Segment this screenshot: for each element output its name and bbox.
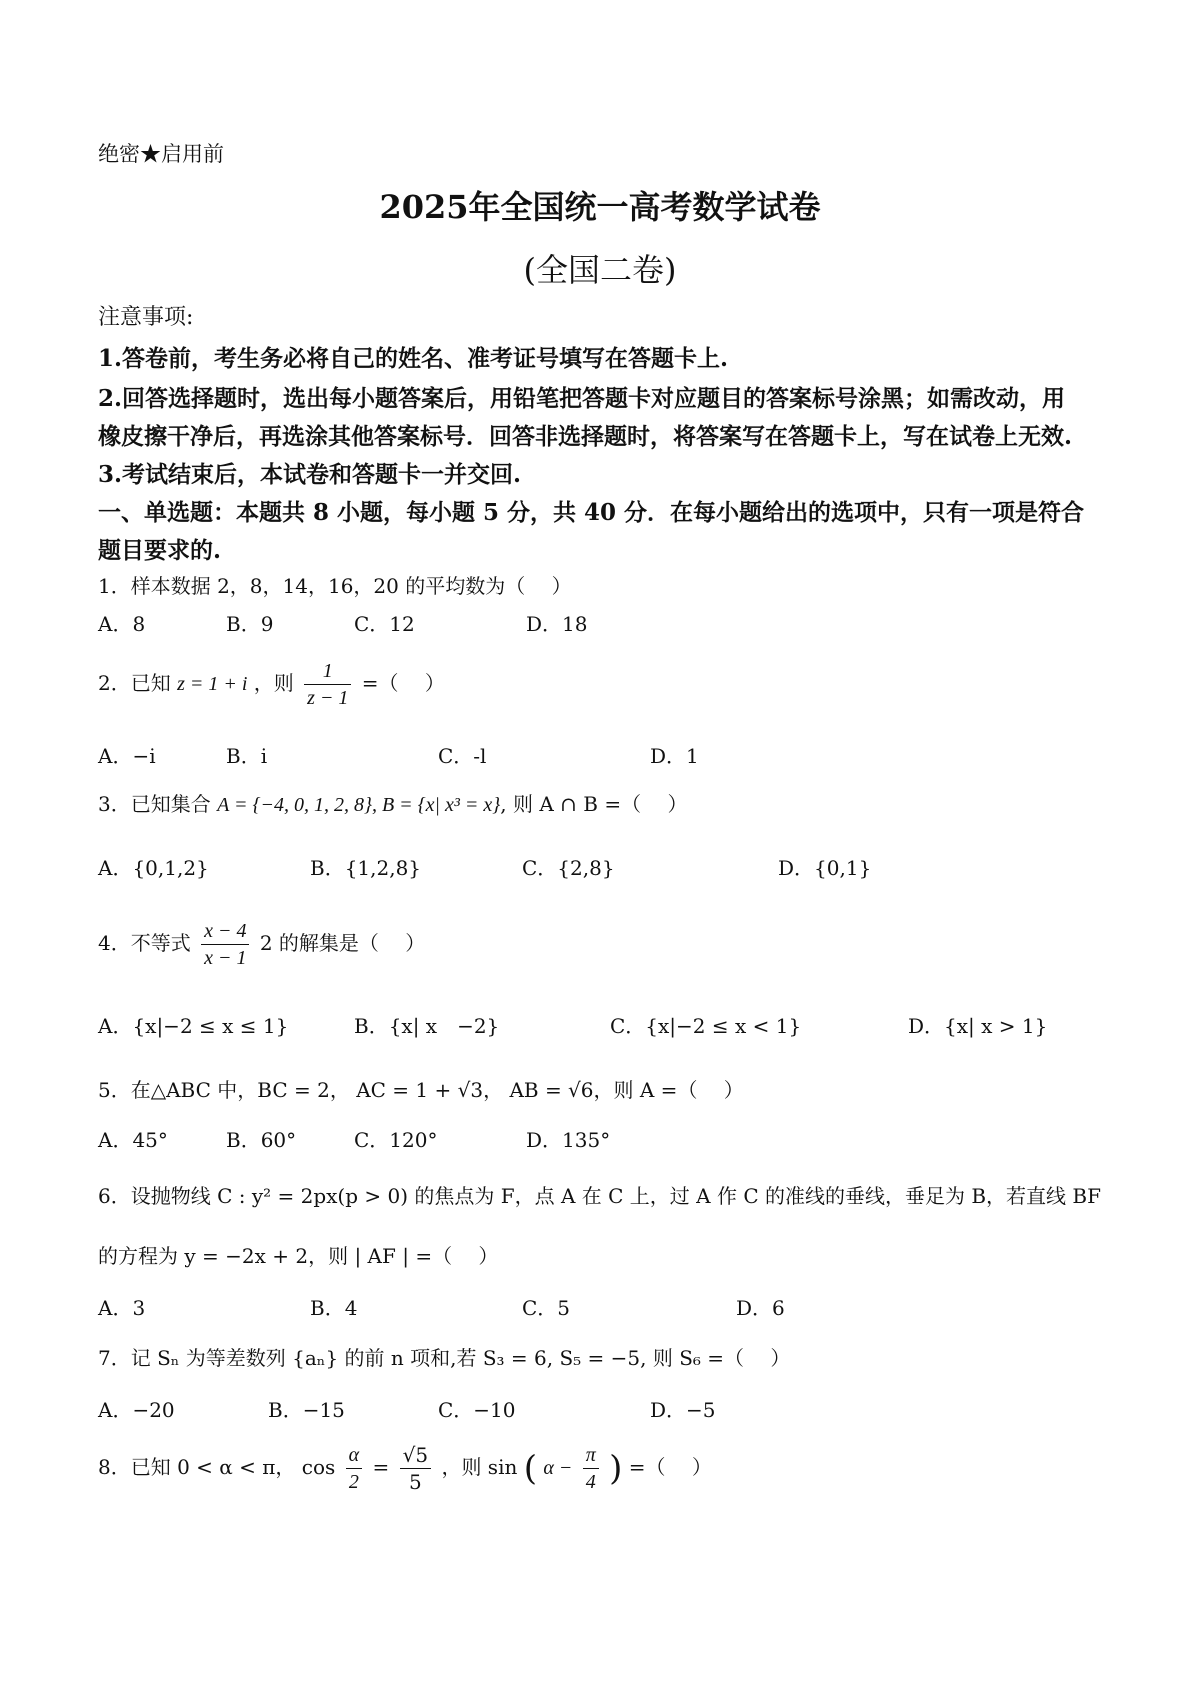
question-8-den-3: 4 [585,1471,596,1493]
question-7-option-b: B．−15 [268,1398,345,1422]
question-8-stem [98,1442,712,1495]
question-8-num-1: α [346,1442,363,1469]
question-2-mid: ，则 [253,671,294,695]
question-2-fraction [304,658,351,711]
question-5-option-a: A．45° [98,1128,168,1152]
question-2-stem [98,658,445,711]
question-7-option-a: A．−20 [98,1398,175,1422]
question-8-prefix: 8．已知 0 < α < π， [98,1455,296,1479]
question-1-stem: 1．样本数据 2，8，14，16，20 的平均数为（ ） [98,574,572,598]
question-8-inner: α − [543,1457,573,1479]
question-4-option-c: C．{x|−2 ≤ x < 1} [610,1014,802,1038]
question-4-fraction [201,918,249,971]
question-8-num-3: π [583,1442,599,1469]
question-8-num-2: √5 [400,1442,431,1469]
question-3-option-a: A．{0,1,2} [98,856,209,880]
question-1-option-a: A．8 [98,612,146,636]
question-6-option-c: C．5 [522,1296,571,1320]
confidential-header: 绝密★启用前 [98,142,224,166]
question-5-option-d: D．135° [526,1128,611,1152]
question-6-option-d: D．6 [736,1296,785,1320]
notes-title: 注意事项: [98,305,194,330]
left-paren-icon: ( [523,1448,537,1489]
question-1-option-d: D．18 [526,612,588,636]
question-5-stem: 5．在△ABC 中，BC = 2， AC = 1 + √3， AB = √6，则 A =（ ） [98,1078,744,1102]
question-4-prefix: 4．不等式 [98,931,191,955]
question-7-option-c: C．−10 [438,1398,516,1422]
question-8-fraction-pi-quarter [583,1442,599,1495]
question-2-option-a: A．−i [98,744,156,768]
question-4-stem [98,918,425,971]
question-3-suffix: , 则 A ∩ B =（ ） [500,792,688,816]
section-heading-line-1: 一、单选题：本题共 8 小题，每小题 5 分，共 40 分．在每小题给出的选项中，只有一项是符合 [98,499,1085,526]
question-5-option-c: C．120° [354,1128,438,1152]
question-2-option-c: C．-l [438,744,487,768]
question-4-option-b: B．{x| x −2} [354,1014,500,1038]
question-4-option-a: A．{x|−2 ≤ x ≤ 1} [98,1014,289,1038]
note-3: 3.考试结束后，本试卷和答题卡一并交回. [98,461,522,488]
question-4-option-d: D．{x| x > 1} [908,1014,1048,1038]
question-3-option-d: D．{0,1} [778,856,872,880]
question-6-stem-line-1: 6．设抛物线 C : y² = 2px(p > 0) 的焦点为 F，点 A 在 C 上，过 A 作 C 的准线的垂线，垂足为 B，若直线 BF [98,1184,1101,1208]
note-1: 1.答卷前，考生务必将自己的姓名、准考证号填写在答题卡上. [98,345,729,372]
right-paren-icon: ) [609,1448,623,1489]
question-8-fraction-root5 [400,1442,431,1495]
question-2-numerator: 1 [304,658,351,685]
question-6-stem-line-2: 的方程为 y = −2x + 2，则 | AF | =（ ） [98,1244,499,1268]
question-6-option-a: A．3 [98,1296,146,1320]
question-3-prefix: 3．已知集合 [98,792,211,816]
question-6-option-b: B．4 [310,1296,358,1320]
question-1-option-c: C．12 [354,612,415,636]
question-3-option-b: B．{1,2,8} [310,856,422,880]
question-2-denominator: z − 1 [307,687,349,709]
question-8-den-2: 5 [408,1470,422,1494]
note-2-line-1: 2.回答选择题时，选出每小题答案后，用铅笔把答题卡对应题目的答案标号涂黑；如需改动，用 [98,385,1066,412]
question-8-fraction-alpha-half [346,1442,363,1495]
question-3-option-c: C．{2,8} [522,856,615,880]
question-7-option-d: D．−5 [650,1398,716,1422]
question-8-equals: = [372,1455,390,1479]
question-2-prefix: 2．已知 [98,671,171,695]
exam-title: 2025年全国统一高考数学试卷 [379,188,821,226]
question-4-numerator: x − 4 [201,918,249,945]
question-8-den-1: 2 [348,1471,359,1493]
question-8-cos: cos [301,1455,336,1479]
question-8-mid: ，则 sin [441,1455,518,1479]
question-3-sets: A = {−4, 0, 1, 2, 8}, B = {x| x³ = x} [217,794,501,816]
question-1-option-b: B．9 [226,612,274,636]
question-4-denominator: x − 1 [204,947,247,969]
question-2-option-b: B．i [226,744,268,768]
note-2-line-2: 橡皮擦干净后，再选涂其他答案标号．回答非选择题时，将答案写在答题卡上，写在试卷上无效. [98,423,1073,450]
question-7-stem: 7．记 Sₙ 为等差数列 {aₙ} 的前 n 项和,若 S₃ = 6, S₅ = −5, 则 S₆ =（ ） [98,1346,791,1370]
question-5-option-b: B．60° [226,1128,297,1152]
exam-subtitle: (全国二卷) [523,251,677,289]
question-2-option-d: D．1 [650,744,699,768]
question-4-suffix: 2 的解集是（ ） [259,931,426,955]
question-2-suffix: =（ ） [361,671,445,695]
question-2-condition: z = 1 + i [177,673,248,695]
question-8-suffix: =（ ） [628,1455,712,1479]
section-heading-line-2: 题目要求的. [98,537,222,564]
question-3-stem [98,788,687,817]
